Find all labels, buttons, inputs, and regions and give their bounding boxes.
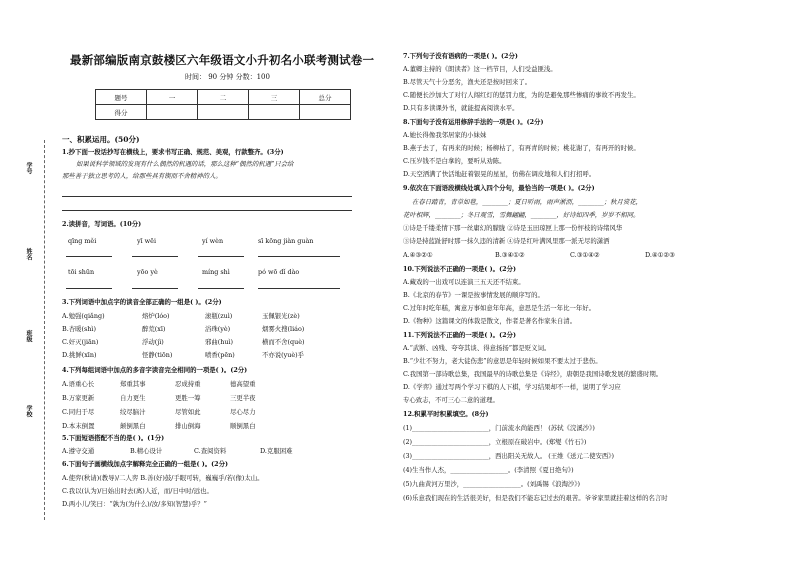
pinyin: míng shì [202,268,230,276]
option[interactable]: A.语重心长 [62,380,95,388]
question-12: 12.积累平时积累填空。(8分) [403,410,489,418]
question-7: 7.下列句子没有语病的一项是( )。(2分) [403,52,518,60]
question-6: 6.下面句子画横线加点字解释完全正确的一组是( )。(2分) [62,460,229,468]
score-cell: 一 [147,90,198,105]
answer-line[interactable] [62,210,352,211]
question-9-passage: 在春日踏青，青草如毯，________；夏日听雨，雨声淅沥，________；秋月赏花， [412,198,643,206]
option[interactable]: A.④③②① [403,251,433,259]
option: 横而不舍(què) [262,338,305,346]
score-table-header [96,90,351,105]
margin-label-school: 学校 [25,405,32,417]
option[interactable]: B.杏暖(shì) [62,325,96,333]
answer-box[interactable] [132,256,178,257]
pinyin: tōi shūn [68,268,95,276]
question-1-text: 那些善于独立思考的人，给那些具有锲而不舍精神的人。 [62,172,222,180]
margin-label-id: 学号 [25,162,32,174]
fill-line[interactable]: (1)________________________，门前流水尚能西！ (苏轼《浣溪沙》) [403,424,595,432]
question-5: 5.下面短语搭配不当的是( )。(1分) [62,434,165,442]
question-8: 8.下面句子没有运用修辞手法的一项是( )。(2分) [403,118,544,126]
option[interactable]: C.③①④② [570,251,600,259]
option: 浴珠(yè) [205,325,231,333]
option[interactable]: D.天空洒满了快活地赶着银晃的星星，仿佛在调皮地和人们打招呼。 [403,170,596,178]
score-cell: 得分 [96,105,147,120]
question-4: 4.下列每组词语中加点的多音字读音完全相同的一项是( )。(2分) [62,366,248,374]
option[interactable]: B.“少壮不努力，老大徒伤悲”的意思是年轻时候如果不要太过于悲伤。 [403,357,602,365]
option[interactable]: D.《学弈》通过写两个学习下棋的人下棋，学习结果却不一样，说明了学习应 [403,383,621,391]
option[interactable]: C.过年时吃年糕，寓意万事如意年年高，意思是生活一年比一年好。 [403,304,596,312]
page-title: 最新部编版南京鼓楼区六年级语文小升初名小联考测试卷一 [70,53,375,67]
fill-line[interactable]: (5)九曲黄河万里沙，__________________。(刘禹锡《浪淘沙》) [403,480,580,488]
option[interactable]: D.本末倒置 [62,422,95,430]
question-2: 2.读拼音，写词语。(10分) [62,220,142,228]
pinyin: yí wèn [202,237,224,245]
question-1-text: 如果说科学领域的发现有什么偶然的机遇的话，那么这种“偶然的机遇”只会给 [76,160,294,168]
question-3: 3.下列词语中加点字的读音全部正确的一组是( )。(2分) [62,298,222,306]
option: 不亦说(yuè)乎 [262,351,305,359]
answer-box[interactable] [258,256,340,257]
question-9-line: ①诗是千缕柔情下那一丝庸幻的朦胧 ②诗是玉田琼匣上那一份怦枝的诗绪风华 [403,224,623,232]
option[interactable]: A.遵守交通 [62,447,95,455]
option-continued: 专心致志，不可三心二意的道理。 [403,396,499,404]
score-cell[interactable] [147,105,198,120]
binding-line [44,140,45,520]
pinyin: yī wēi [137,237,156,245]
option[interactable]: A.勉强(qiǎng) [62,312,105,320]
score-cell: 三 [249,90,300,105]
option: 尽管如此 [175,408,201,416]
section-heading: 一、积累运用。(50分) [62,135,140,144]
question-9-line: ③诗是持蓝趾舒时那一抹久违的清新 ④诗是红叶满风里那一派无尽的潇洒 [403,237,610,245]
option[interactable]: B.精心设计 [130,447,163,455]
question-11: 11.下列说法不正确的一项是( )。(2分) [403,331,516,339]
option: 喷香(pēn) [205,351,235,359]
fill-line[interactable]: (2)________________________，立根原在破岩中。(郑燮《竹石》) [403,438,587,446]
question-1: 1.抄下面一段话抄写在横线上，要求书写正确、规范、美观，行款整齐。(3分) [62,148,284,156]
option: 德高望重 [230,380,256,388]
option[interactable]: C.查阅资料 [194,447,227,455]
option[interactable]: D.克服困难 [260,447,293,455]
option[interactable]: A.“武断、凶残、夸夸其谈、得意扬扬”都是贬义词。 [403,344,551,352]
answer-box[interactable] [198,288,244,289]
option[interactable]: B.《北京的春节》一课是按事情发展的顺序写的。 [403,291,544,299]
option[interactable]: D.挑鲜(xīn) [62,351,97,359]
option: 醉荒(xī) [142,325,166,333]
option: 玉佩银光(zè) [262,312,300,320]
question-9-passage: 花叶相辉，________；冬日观雪，雪舞翩翩，________，好诗如四季，岁岁不相同。 [403,211,640,219]
score-table-row [96,105,351,120]
option[interactable]: C.随便长沙加大了对行人闯红灯的惩罚力度，为的是避免那些惨痛的事故不再发生。 [403,91,640,99]
option: 更胜一筹 [175,394,201,402]
fill-line[interactable]: (4)生当作人杰，__________________。(李清照《夏日绝句》) [403,466,574,474]
option: 滚瓶(zuì) [205,312,233,320]
score-cell: 题号 [96,90,147,105]
answer-box[interactable] [66,288,112,289]
option: 颠倒黑白 [120,422,146,430]
option[interactable]: B.万家更新 [62,394,95,402]
fill-line: (6)乐意我们现在的生活很美好，但是我们不能忘记过去的艰苦。爷爷家里就挂着这样的名言时 [403,494,668,502]
option[interactable]: A.使弈(秋请)(教导)/二人弈 B.善(好)鼓/手眼可转，巍巍乎/若(像)太山。 [62,474,264,482]
answer-box[interactable] [258,288,340,289]
score-table [95,89,351,120]
exam-meta: 时间： 90 分钟 分数：100 [185,73,270,81]
score-cell: 总分 [300,90,351,105]
score-cell: 二 [198,90,249,105]
pinyin: yōo yè [137,268,158,276]
option: 郑重其事 [120,380,146,388]
option: 怪静(tiōn) [142,351,173,359]
answer-box[interactable] [132,288,178,289]
pinyin: qīng měi [68,237,97,245]
option[interactable]: A.藏戏的一出戏可以连演三五天还不结束。 [403,278,525,286]
answer-box[interactable] [198,256,244,257]
score-cell[interactable] [198,105,249,120]
answer-line[interactable] [62,196,352,197]
option: 绞尽脑汁 [120,408,146,416]
option: 浮动(jì) [142,338,164,346]
option[interactable]: B.尽管天气十分恶劣，渔夫还是按时回来了。 [403,78,532,86]
option[interactable]: D.《物种》这篇课文的体裁是散文，作者是著名作家朱自清。 [403,317,577,325]
pinyin: pó wō dǐ dào [258,268,300,276]
option[interactable]: C.同归于尽 [62,408,95,416]
option[interactable]: C.压岁钱不是白拿的，要听从劝陈。 [403,157,506,165]
option[interactable]: A.她长得像我邻居家的小妹妹 [403,131,487,139]
option[interactable]: D.④①②③ [645,251,675,259]
fill-line[interactable]: (3)________________________，西出阳关无故人。 (王维《送元二使安西》) [403,452,614,460]
option: 三更半夜 [230,394,256,402]
option: 顺倒黑白 [230,422,256,430]
option[interactable]: A.董卿主持的《朗读者》这一档节目，人们受益匪浅。 [403,65,557,73]
score-cell[interactable] [249,105,300,120]
option: 尽心尽力 [230,408,256,416]
option: 忍成持重 [175,380,201,388]
option: 排山倒海 [175,422,201,430]
option: 熔炉(lóo) [142,312,170,320]
option: 自力更生 [120,394,146,402]
option[interactable]: D.两小儿/笑曰：“孰为(为什么)/汝/多知(智慧)乎？” [62,500,207,508]
question-9: 9.依次在下面语段横线处填入四个分句，最恰当的一项是( )。(2分) [403,184,595,192]
option: 邪曲(huì) [205,338,234,346]
score-cell[interactable] [300,105,351,120]
answer-box[interactable] [66,256,112,257]
pinyin: sī kōng jiàn guàn [258,237,314,245]
question-10: 10.下列说法不正确的一项是( )。(2分) [403,265,516,273]
option: 烟雾火搜(liáo) [262,325,305,333]
option[interactable]: B.③④①② [495,251,525,259]
option[interactable]: C.我以(认为)/日始出时去(离)人近，而/日中时/远也。 [62,487,213,495]
option[interactable]: C.我国第一部诗歌总集，我国最早的诗歌总集是《诗经》，唐朝是我国诗歌发展的繁盛时期。 [403,370,663,378]
margin-label-class: 班级 [25,330,32,342]
option[interactable]: C.奸灭(jiān) [62,338,99,346]
option[interactable]: D.只有多读课外书，就能提高阅读水平。 [403,104,519,112]
option[interactable]: B.燕子去了，有再来的时候；杨柳枯了，有再青的时候；桃花谢了，有再开的时候。 [403,144,640,152]
margin-label-name: 姓名 [25,248,32,260]
